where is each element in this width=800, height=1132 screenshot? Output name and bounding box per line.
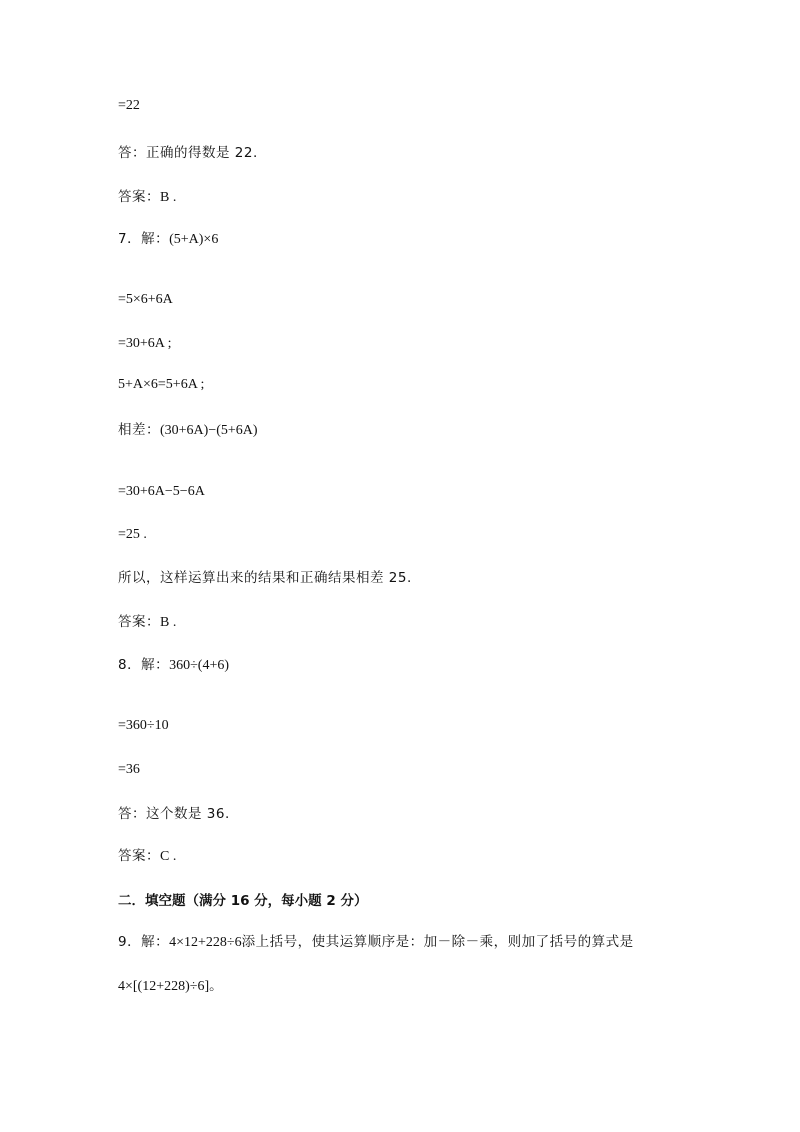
equation-line: =360÷10 — [118, 718, 169, 733]
difference-line — [118, 420, 258, 441]
difference-label: 相差： — [118, 422, 160, 438]
equation-line: =22 — [118, 98, 140, 113]
expression: (30+6A)−(5+6A) — [160, 423, 258, 438]
section-heading: 二．填空题（满分 16 分，每小题 2 分） — [118, 893, 368, 909]
problem-number: 8．解： — [118, 657, 170, 673]
answer-line — [118, 187, 176, 208]
expression: 360÷(4+6) — [169, 658, 229, 673]
equation-line: 5+A×6=5+6A ; — [118, 377, 205, 392]
equation-line: =30+6A−5−6A — [118, 484, 205, 499]
equation-line: =30+6A ; — [118, 336, 172, 351]
expression: (5+A)×6 — [169, 232, 219, 247]
answer-label: 答案： — [118, 614, 160, 630]
answer-sentence: 答：这个数是 36. — [118, 806, 230, 822]
answer-sentence: 答：正确的得数是 22. — [118, 145, 258, 161]
problem-9-line — [118, 932, 634, 953]
conclusion-sentence: 所以，这样运算出来的结果和正确结果相差 25. — [118, 570, 412, 586]
answer-line — [118, 612, 176, 633]
expression: 4×[(12+228)÷6] — [118, 979, 210, 994]
problem-number: 9．解： — [118, 934, 170, 950]
expression: 4×12+228÷6 — [169, 935, 242, 950]
answer-choice: C . — [160, 849, 177, 864]
problem-number: 7．解： — [118, 231, 170, 247]
punctuation: 。 — [209, 978, 224, 994]
problem-text: 添上括号，使其运算顺序是：加－除－乘，则加了括号的算式是 — [241, 934, 634, 950]
answer-line — [118, 846, 176, 867]
answer-label: 答案： — [118, 848, 160, 864]
answer-choice: B . — [160, 615, 177, 630]
problem-8-heading — [118, 655, 229, 676]
answer-choice: B . — [160, 190, 177, 205]
problem-7-heading — [118, 229, 218, 250]
answer-label: 答案： — [118, 189, 160, 205]
problem-9-answer — [118, 976, 223, 997]
equation-line: =25 . — [118, 527, 147, 542]
equation-line: =5×6+6A — [118, 292, 173, 307]
equation-line: =36 — [118, 762, 140, 777]
